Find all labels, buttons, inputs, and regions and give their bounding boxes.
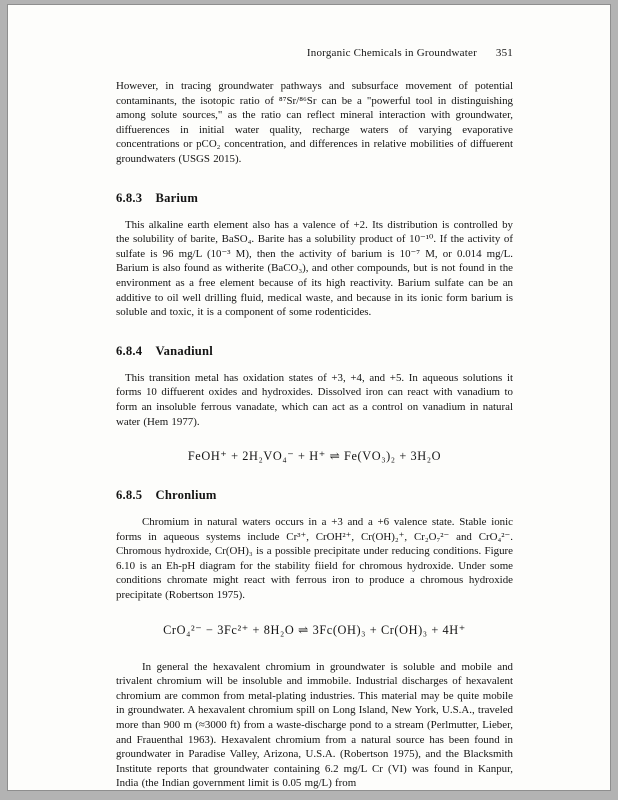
book-page [7,4,611,791]
section-heading-vanadium [116,344,513,359]
chromium-paragraph: Chromium in natural waters occurs in a +3 and a +6 valence state. Stable ionic forms in aqueous systems include Cr³⁺, CrOH²⁺, Cr(OH)₂⁺, Cr₂O₇²⁻ and CrO₄²⁻. Chromous hydroxide, Cr(OH)₃ is a possible precipitate under reducing conditions. Figure 6.10 is an Eh-pH diagram for the stability fiield for chromous hydroxide. Under some conditions chromate might react with ferrous iron to produce a chromous hydroxide precipitate (Robertson 1975). [116,516,513,602]
intro-paragraph: However, in tracing groundwater pathways and subsurface movement of potential contaminants, the isotopic ratio of ⁸⁷Sr/⁸⁶Sr can be a "powerful tool in distinguishing among solute sources," as the ratio can reflect mineral interaction with groundwater, diffuerences in initial water quality, recharge waters of varying evaporative concentrations or pCO₂ concentration, and differences in relative mobilities of diffuerent groundwaters (USGS 2015). [116,80,513,165]
section-heading-barium [116,191,513,206]
hexavalent-chromium-paragraph: In general the hexavalent chromium in groundwater is soluble and mobile and trivalent chromium will be insoluble and immobile. Industrial discharges of hexavalent chromium are common from metal-plating industries. This material may be quite mobile in groundwater. A hexavalent chromium spill on Long Island, New York, U.S.A., traveled more than 900 m (≈3000 ft) from a waste-discharge pond to a stream (Perlmutter, Lieber, and Frauenthal 1963). Hexavalent chromium from a natural source has been found in groundwater in Paradise Valley, Arizona, U.S.A. (Robertson 1975), and the Blacksmith Institute reports that groundwater containing 6.2 mg/L Cr (VI) was found in Kanpur, India (the Indian government limit is 0.05 mg/L) from [116,660,513,790]
section-title: Chronlium [155,488,217,503]
chromium-equation: CrO₄²⁻ − 3Fc²⁺ + 8H₂O ⇌ 3Fc(OH)₃ + Cr(OH)₃ + 4H⁺ [163,622,466,637]
section-title: Vanadiunl [155,343,213,358]
section-number: 6.8.5 [116,488,143,503]
section-heading-chromium [116,488,513,503]
section-number: 6.8.4 [116,343,143,358]
running-title: Inorganic Chemicals in Groundwater [306,47,477,59]
barium-paragraph: This alkaline earth element also has a valence of +2. Its distribution is controlled by the solubility of barite, BaSO₄. Barite has a solubility product of 10⁻¹⁰. If the activity of sulfate is 96 mg/L (10⁻³ M), then the activity of barium is 10⁻⁷ M, or 0.014 mg/L. Barium is also found as witherite (BaCO₃), and other compounds, but is not found in the environment as a free element because of its high reactivity. Barium sulfate can be an additive to oil well drilling fluid, medical waste, and because in its ionic form barium is soluble and toxic, it is a component of some rodenticides. [116,218,513,319]
page-header [116,47,513,59]
section-title: Barium [155,190,199,205]
vanadium-equation: FeOH⁺ + 2H₂VO₄⁻ + H⁺ ⇌ Fe(VO₃)₂ + 3H₂O [187,449,442,464]
section-number: 6.8.3 [116,190,143,205]
vanadium-paragraph: This transition metal has oxidation states of +3, +4, and +5. In aqueous solutions it forms 10 diffuerent oxides and hydroxides. Dissolved iron can react with vanadium to form an insoluble ferrous vanadate, which can act as a control on vanadium in natural water (Hem 1977). [116,371,513,428]
page-number: 351 [495,47,513,59]
